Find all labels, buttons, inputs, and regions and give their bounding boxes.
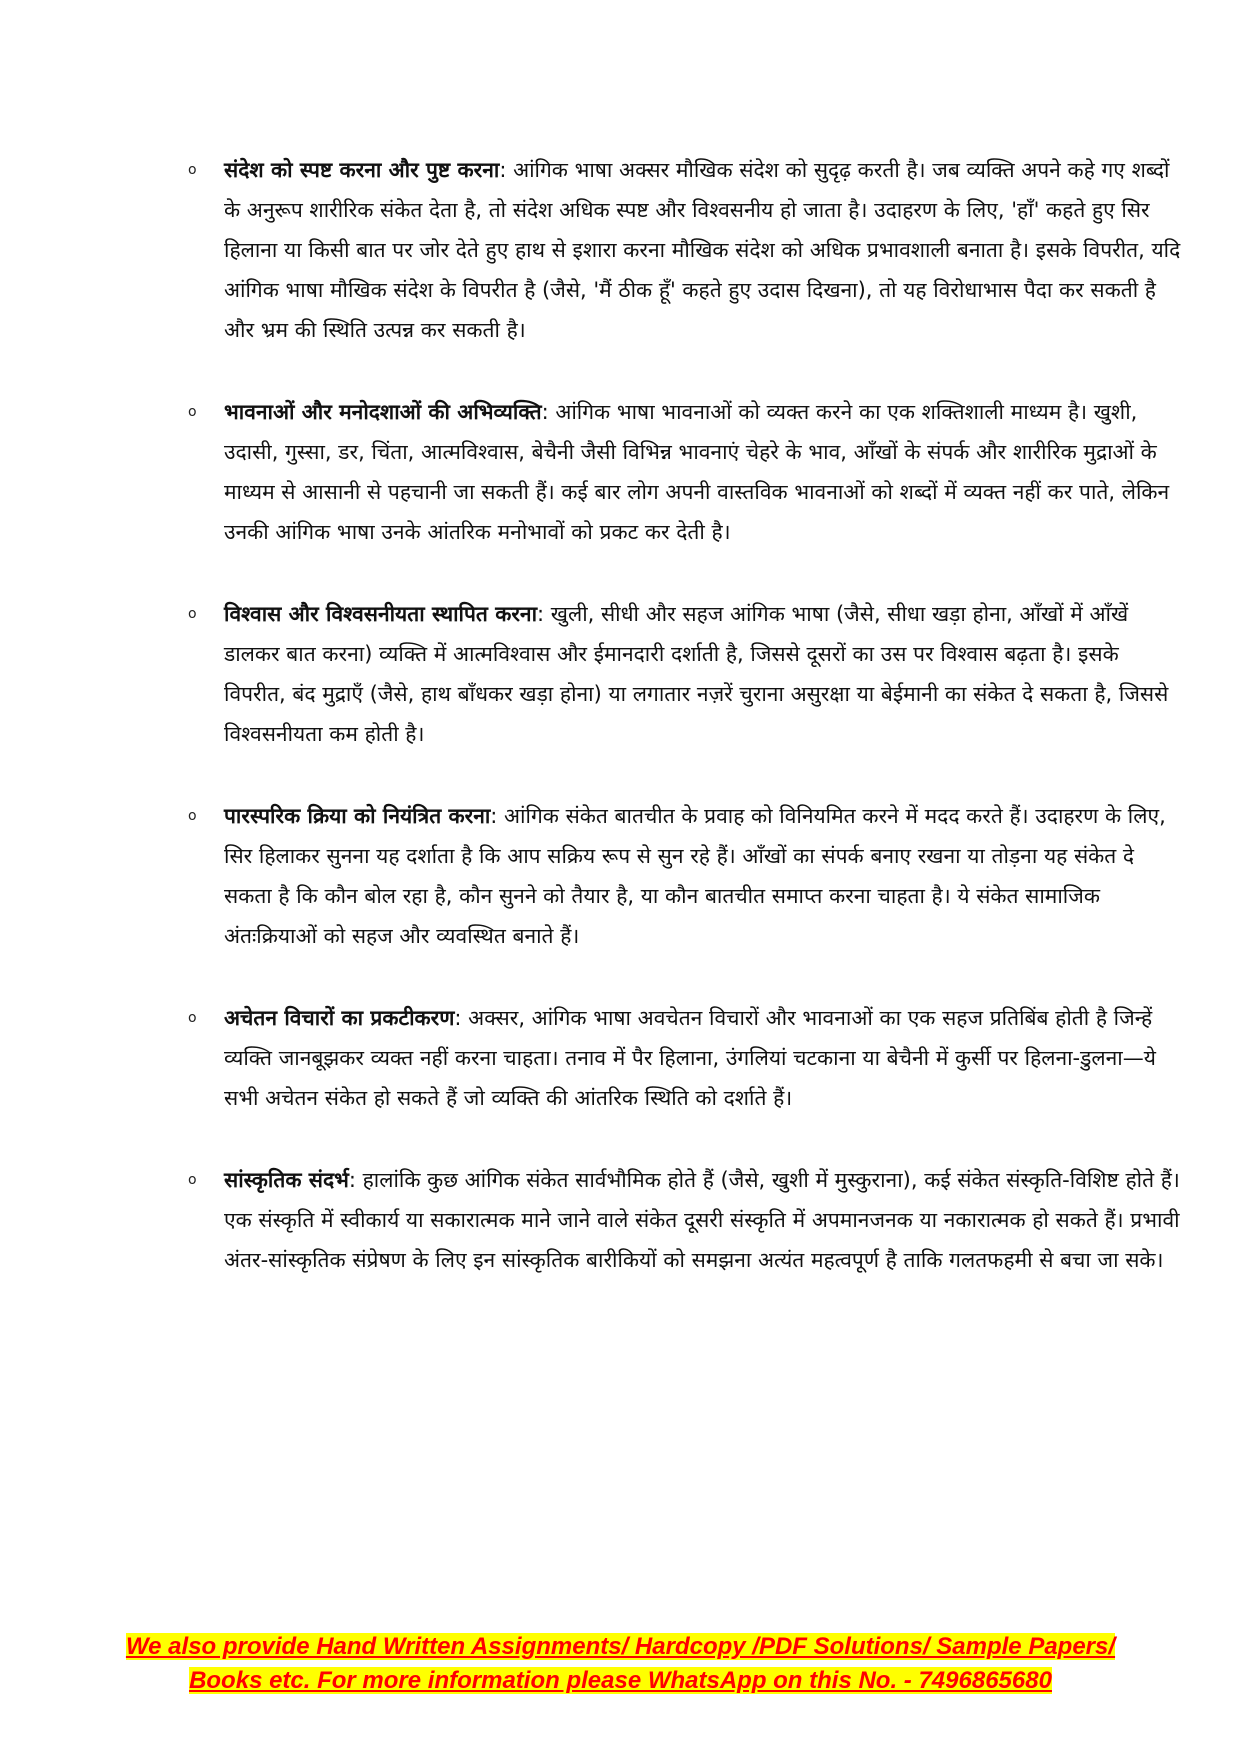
bullet-body: : खुली, सीधी और सहज आंगिक भाषा (जैसे, सीधा खड़ा होना, आँखों में आँखें डालकर बात करना) व्यक्ति में आत्मविश्वास और ईमानदारी दर्शाती है, जिससे दूसरों का उस पर विश्वास बढ़ता है। इसके विपरीत, बंद मुद्राएँ (जैसे, हाथ बाँधकर खड़ा होना) या लगातार नज़रें चुराना असुरक्षा या बेईमानी का संकेत दे सकता है, जिससे विश्वसनीयता कम होती है। xyxy=(224,602,1169,746)
bullet-term: संदेश को स्पष्ट करना और पुष्ट करना xyxy=(224,158,500,182)
bullet-marker-icon: o xyxy=(188,1172,197,1188)
bullet-term: पारस्परिक क्रिया को नियंत्रित करना xyxy=(224,804,491,828)
bullet-term: अचेतन विचारों का प्रकटीकरण xyxy=(224,1006,455,1030)
list-item xyxy=(188,150,1183,350)
bullet-body: : आंगिक संकेत बातचीत के प्रवाह को विनियमित करने में मदद करते हैं। उदाहरण के लिए, सिर हिलाकर सुनना यह दर्शाता है कि आप सक्रिय रूप से सुन रहे हैं। आँखों का संपर्क बनाए रखना या तोड़ना यह संकेत दे सकता है कि कौन बोल रहा है, कौन सुनने को तैयार है, या कौन बातचीत समाप्त करना चाहता है। ये संकेत सामाजिक अंतःक्रियाओं को सहज और व्यवस्थित बनाते हैं। xyxy=(224,804,1166,948)
promo-footer xyxy=(60,1630,1181,1698)
list-item xyxy=(188,998,1183,1118)
footer-line-1: We also provide Hand Written Assignments/ Hardcopy /PDF Solutions/ Sample Papers/ xyxy=(125,1633,1116,1660)
bullet-body: : आंगिक भाषा भावनाओं को व्यक्त करने का एक शक्तिशाली माध्यम है। खुशी, उदासी, गुस्सा, डर, चिंता, आत्मविश्वास, बेचैनी जैसी विभिन्न भावनाएं चेहरे के भाव, आँखों के संपर्क और शारीरिक मुद्राओं के माध्यम से आसानी से पहचानी जा सकती हैं। कई बार लोग अपनी वास्तविक भावनाओं को शब्दों में व्यक्त नहीं कर पाते, लेकिन उनकी आंगिक भाषा उनके आंतरिक मनोभावों को प्रकट कर देती है। xyxy=(224,400,1170,544)
bullet-list xyxy=(188,150,1183,1322)
bullet-marker-icon: o xyxy=(188,1010,197,1026)
list-item xyxy=(188,1160,1183,1280)
bullet-marker-icon: o xyxy=(188,162,197,178)
list-item xyxy=(188,392,1183,552)
bullet-term: विश्वास और विश्वसनीयता स्थापित करना xyxy=(224,602,538,626)
bullet-term: सांस्कृतिक संदर्भ xyxy=(224,1168,349,1192)
footer-line-2: Books etc. For more information please WhatsApp on this No. - 7496865680 xyxy=(189,1667,1052,1694)
bullet-body: : आंगिक भाषा अक्सर मौखिक संदेश को सुदृढ़ करती है। जब व्यक्ति अपने कहे गए शब्दों के अनुरूप शारीरिक संकेत देता है, तो संदेश अधिक स्पष्ट और विश्वसनीय हो जाता है। उदाहरण के लिए, 'हाँ' कहते हुए सिर हिलाना या किसी बात पर जोर देते हुए हाथ से इशारा करना मौखिक संदेश को अधिक प्रभावशाली बनाता है। इसके विपरीत, यदि आंगिक भाषा मौखिक संदेश के विपरीत है (जैसे, 'मैं ठीक हूँ' कहते हुए उदास दिखना), तो यह विरोधाभास पैदा कर सकती है और भ्रम की स्थिति उत्पन्न कर सकती है। xyxy=(224,158,1181,342)
bullet-marker-icon: o xyxy=(188,808,197,824)
bullet-body: : हालांकि कुछ आंगिक संकेत सार्वभौमिक होते हैं (जैसे, खुशी में मुस्कुराना), कई संकेत संस्कृति-विशिष्ट होते हैं। एक संस्कृति में स्वीकार्य या सकारात्मक माने जाने वाले संकेत दूसरी संस्कृति में अपमानजनक या नकारात्मक हो सकते हैं। प्रभावी अंतर-सांस्कृतिक संप्रेषण के लिए इन सांस्कृतिक बारीकियों को समझना अत्यंत महत्वपूर्ण है ताकि गलतफहमी से बचा जा सके। xyxy=(224,1168,1180,1272)
bullet-term: भावनाओं और मनोदशाओं की अभिव्यक्ति xyxy=(224,400,542,424)
list-item xyxy=(188,594,1183,754)
bullet-marker-icon: o xyxy=(188,404,197,420)
list-item xyxy=(188,796,1183,956)
bullet-body: : अक्सर, आंगिक भाषा अवचेतन विचारों और भावनाओं का एक सहज प्रतिबिंब होती है जिन्हें व्यक्ति जानबूझकर व्यक्त नहीं करना चाहता। तनाव में पैर हिलाना, उंगलियां चटकाना या बेचैनी में कुर्सी पर हिलना-डुलना—ये सभी अचेतन संकेत हो सकते हैं जो व्यक्ति की आंतरिक स्थिति को दर्शाते हैं। xyxy=(224,1006,1156,1110)
bullet-marker-icon: o xyxy=(188,606,197,622)
